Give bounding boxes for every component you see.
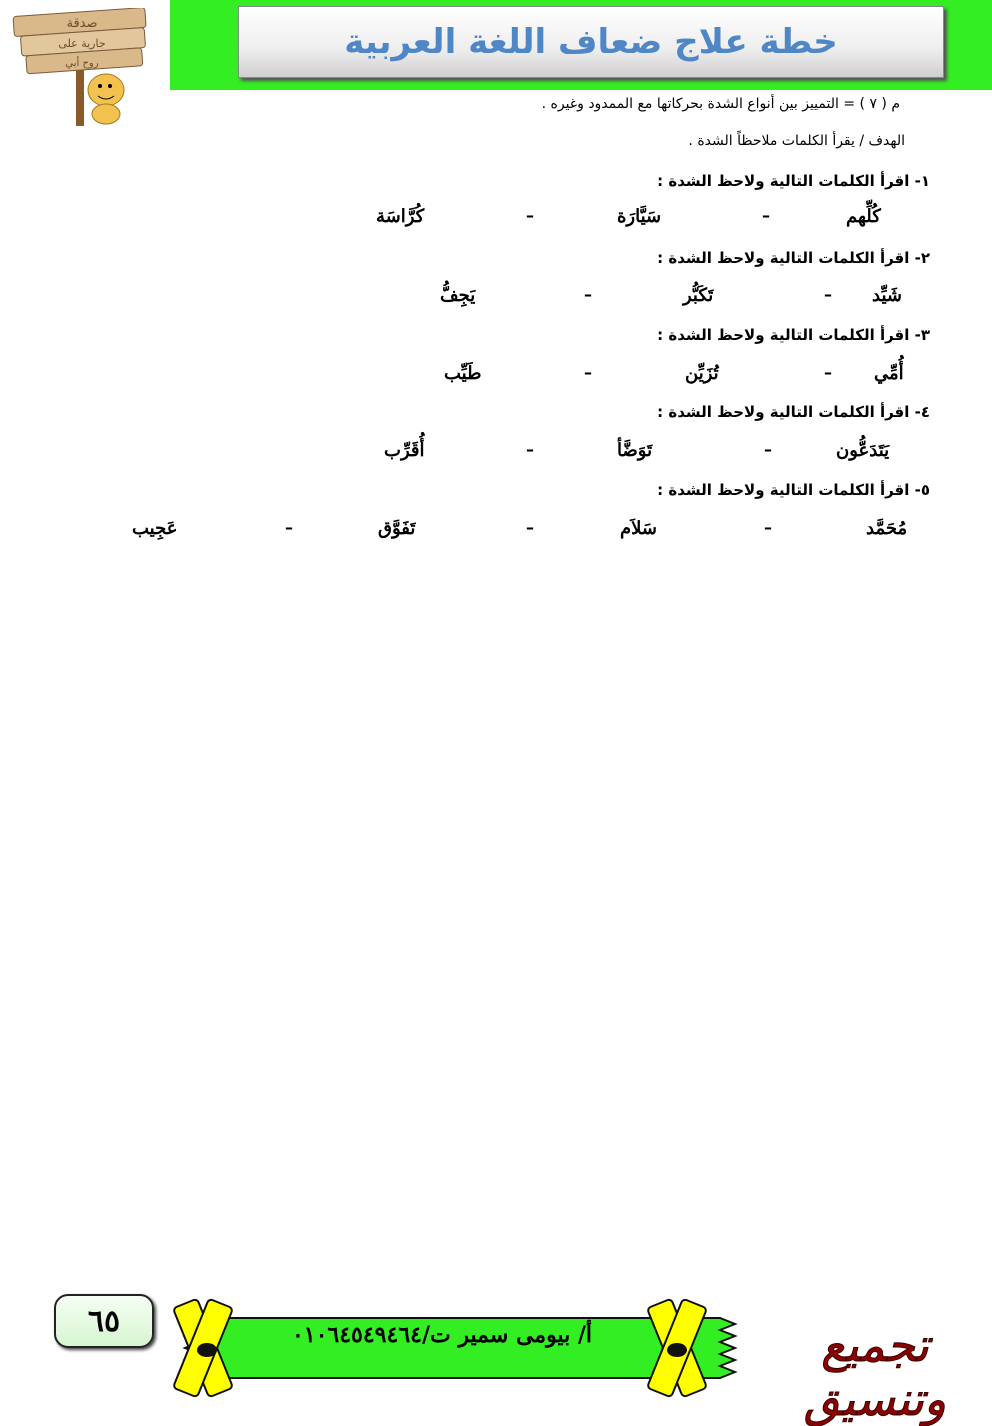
separator: – [584, 285, 592, 304]
goal-line: الهدف / يقرأ الكلمات ملاحظاً الشدة . [688, 133, 905, 149]
sign-line-3: روح أبي [65, 58, 99, 69]
exercise-5-word-1: مُحَمَّد [866, 518, 908, 539]
separator: – [824, 363, 832, 382]
exercise-4-word-1: يَتَدَعُّون [836, 440, 890, 461]
exercise-3-instruction: ٣- اقرأ الكلمات التالية ولاحظ الشدة : [657, 326, 930, 344]
page-title: خطة علاج ضعاف اللغة العربية [344, 22, 838, 62]
separator: – [762, 206, 770, 225]
separator: – [824, 285, 832, 304]
exercise-4-word-3: أُقَرِّب [384, 440, 425, 461]
exercise-5-word-3: تَفَوَّق [378, 518, 416, 539]
exercise-1-word-2: سَيَّارَة [617, 206, 662, 227]
exercise-4-word-2: تَوَضَّأ [617, 440, 653, 461]
separator: – [526, 518, 534, 537]
exercise-3-word-3: طَيِّب [444, 363, 482, 384]
exercise-1-instruction: ١- اقرأ الكلمات التالية ولاحظ الشدة : [657, 172, 930, 190]
separator: – [584, 363, 592, 382]
separator: – [526, 440, 534, 459]
separator: – [764, 440, 772, 459]
exercise-2-word-3: يَجِفُّ [440, 285, 476, 306]
sign-line-1: صدقة [66, 16, 98, 31]
credit-text: تجميع وتنسيق [803, 1318, 947, 1426]
page-number: ٦٥ [87, 1303, 121, 1339]
objective-line: م ( ٧ ) = التمييز بين أنواع الشدة بحركاتها مع الممدود وغيره . [541, 96, 900, 112]
sign-line-2: جارية على [58, 37, 106, 50]
separator: – [285, 518, 293, 537]
exercise-3-word-2: تُزَيِّن [685, 363, 719, 384]
author-line: أ/ بيومى سمير ت/٠١٠٦٤٥٤٩٤٦٤ [291, 1322, 593, 1348]
charity-sign-illustration [10, 8, 150, 128]
exercise-2-instruction: ٢- اقرأ الكلمات التالية ولاحظ الشدة : [657, 249, 930, 267]
exercise-1-word-3: كُرَّاسَة [376, 206, 425, 227]
exercise-5-instruction: ٥- اقرأ الكلمات التالية ولاحظ الشدة : [657, 481, 930, 499]
separator: – [526, 206, 534, 225]
exercise-2-word-2: تَكَبُّر [683, 285, 714, 306]
exercise-3-word-1: أُمِّي [874, 363, 904, 384]
exercise-2-word-1: شَيِّد [872, 285, 902, 306]
title-box [238, 6, 944, 78]
exercise-4-instruction: ٤- اقرأ الكلمات التالية ولاحظ الشدة : [657, 403, 930, 421]
page-number-box [54, 1294, 154, 1348]
separator: – [764, 518, 772, 537]
exercise-5-word-4: عَجِيب [132, 518, 178, 539]
exercise-1-word-1: كُلِّهم [846, 206, 881, 227]
exercise-5-word-2: سَلاَم [620, 518, 657, 539]
